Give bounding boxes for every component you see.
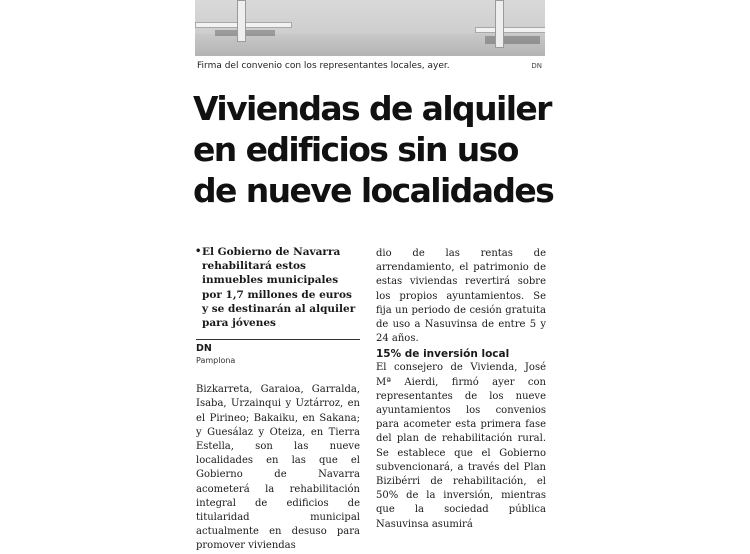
body-text-left: Bizkarreta, Garaioa, Garralda, Isaba, Urzainqui y Uztárroz, en el Pirineo; Bakaiku, en Sakana; y Guesálaz y Oteiza, en Tierra Estella, son las nueve localidades en las que el Gobierno de Navarra acometerá la rehabilitación integral de edificios de titularidad municipal actualmente en desuso para promover viviendas [196,384,360,552]
photo-desk-leg-right [495,0,504,48]
left-column [196,245,360,554]
bullet-icon: • [195,246,202,257]
headline-line-3: de nueve localidades [193,171,554,210]
lead-text: El Gobierno de Navarra rehabilitará estos inmuebles municipales por 1,7 millones de euros y se destinarán al alquiler para jóvenes [202,246,356,330]
photo-caption: Firma del convenio con los representantes locales, ayer. [197,61,450,71]
photo-desk-leg-left [237,0,246,42]
photo-shadow-right [485,36,540,44]
photo-desk-right [475,27,545,33]
photo-caption-row [197,61,542,71]
body-text-right-intro: dio de las rentas de arrendamiento, el patrimonio de estas viviendas revertirá sobre los propios ayuntamientos. Se fija un periodo de cesión gratuita de uso a Nasuvinsa de entre 5 y 24 años. [376,248,546,345]
byline-place: Pamplona [196,356,236,366]
divider-rule [196,339,360,340]
byline-author: DN [196,343,212,355]
right-column [376,247,546,532]
headline [193,88,553,211]
lead-paragraph [196,245,360,330]
headline-line-2: en edificios sin uso [193,130,518,169]
section-subhead: 15% de inversión local [376,348,510,361]
article-photo [195,0,545,56]
headline-line-1: Viviendas de alquiler [193,89,551,128]
body-text-right: El consejero de Vivienda, José Mª Aierdi, firmó ayer con representantes de los nueve ayuntamientos los convenios para acometer esta primera fase del plan de rehabilitación rural. Se establece que el Gobierno subvencionará, a través del Plan Bizibérri de rehabilitación, el 50% de la inversión, mientras que la sociedad pública Nasuvinsa asumirá [376,362,546,530]
photo-credit: DN [531,62,542,70]
